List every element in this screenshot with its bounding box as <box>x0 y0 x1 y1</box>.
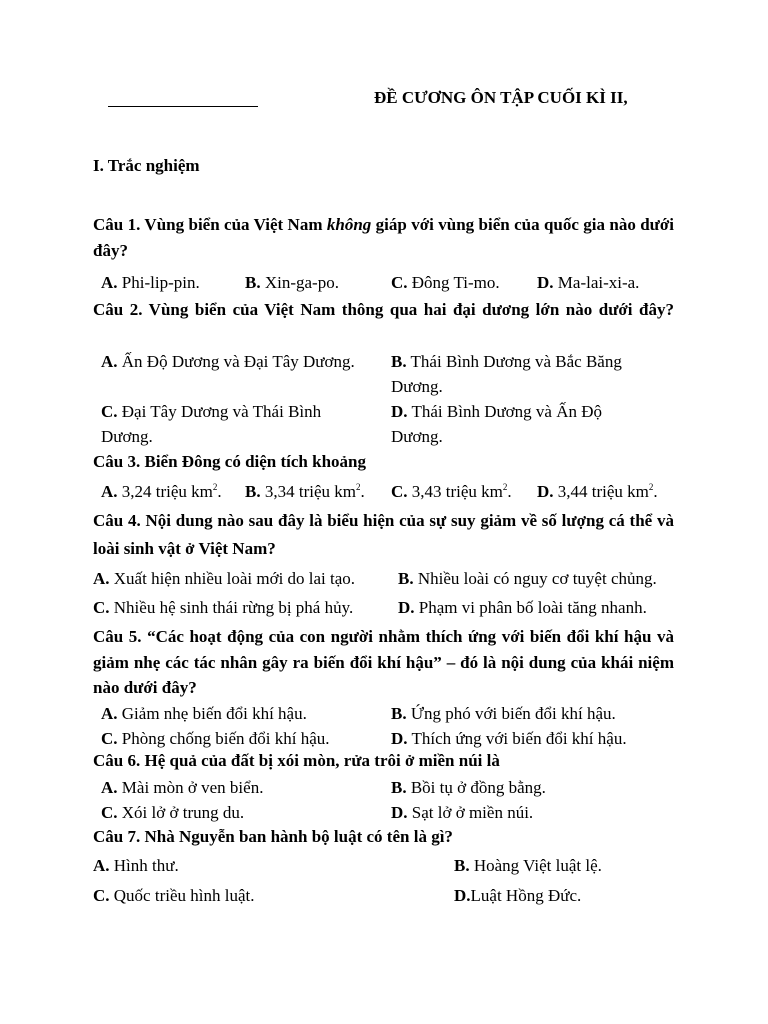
question-3-option-c: C. 3,43 triệu $km^2$. <box>391 482 512 501</box>
question-3-option-d: D. 3,44 triệu $km^2$. <box>537 482 658 501</box>
question-6-option-a: A. Mài mòn ở ven biển. <box>101 778 264 797</box>
question-2-text: Câu 2. Vùng biển của Việt Nam thông qua hai đại dương lớn nào dưới đây? <box>93 300 674 319</box>
question-1-option-d: D. Ma-lai-xi-a. <box>537 273 640 292</box>
question-7-option-d: D.Luật Hồng Đức. <box>454 886 582 905</box>
question-5-option-c: C. Phòng chống biến đổi khí hậu. <box>101 729 330 748</box>
question-6-option-c: C. Xói lở ở trung du. <box>101 803 245 822</box>
question-5-option-a: A. Giảm nhẹ biến đổi khí hậu. <box>101 704 307 723</box>
document-title: ĐỀ CƯƠNG ÔN TẬP CUỐI KÌ II, <box>374 88 628 107</box>
question-1-option-c: C. Đông Ti-mo. <box>391 273 500 292</box>
question-4-option-b: B. Nhiều loài có nguy cơ tuyệt chủng. <box>398 569 657 588</box>
question-5-option-b: B. Ứng phó với biến đổi khí hậu. <box>391 704 616 723</box>
section-heading: I. Trắc nghiệm <box>93 156 200 175</box>
question-1-text: Câu 1. Vùng biển của Việt Nam không giáp với vùng biển của quốc gia nào dưới đây? <box>93 215 674 260</box>
question-4-option-a: A. Xuất hiện nhiều loài mới do lai tạo. <box>93 569 356 588</box>
name-blank-line <box>108 106 258 107</box>
question-4-option-d: D. Phạm vi phân bố loài tăng nhanh. <box>398 598 647 617</box>
question-7-option-a: A. Hình thư. <box>93 856 179 875</box>
question-1-option-a: A. Phi-lip-pin. <box>101 273 200 292</box>
question-2-option-a: A. Ấn Độ Dương và Đại Tây Dương. <box>101 352 355 371</box>
question-7-option-b: B. Hoàng Việt luật lệ. <box>454 856 602 875</box>
question-3-text: Câu 3. Biển Đông có diện tích khoảng <box>93 452 366 471</box>
question-7-text: Câu 7. Nhà Nguyễn ban hành bộ luật có tên là gì? <box>93 827 453 846</box>
question-4-text: Câu 4. Nội dung nào sau đây là biểu hiện của sự suy giảm về số lượng cá thể và loài sinh vật ở Việt Nam? <box>93 511 674 558</box>
question-6-text: Câu 6. Hệ quả của đất bị xói mòn, rửa trôi ở miền núi là <box>93 751 500 770</box>
question-2-option-b: B. Thái Bình Dương và Bắc Băng Dương. <box>391 352 622 396</box>
question-2-option-d: D. Thái Bình Dương và Ấn Độ Dương. <box>391 402 603 446</box>
question-2-option-c: C. Đại Tây Dương và Thái Bình Dương. <box>101 402 322 446</box>
question-4-option-c: C. Nhiều hệ sinh thái rừng bị phá hủy. <box>93 598 354 617</box>
question-3-option-b: B. 3,34 triệu $km^2$. <box>245 482 365 501</box>
question-6-option-d: D. Sạt lở ở miền núi. <box>391 803 534 822</box>
question-5-option-d: D. Thích ứng với biến đổi khí hậu. <box>391 729 627 748</box>
question-3-option-a: A. 3,24 triệu $km^2$. <box>101 482 222 501</box>
question-1-option-b: B. Xin-ga-po. <box>245 273 339 292</box>
question-5-text: Câu 5. “Các hoạt động của con người nhằm thích ứng với biến đổi khí hậu và giảm nhẹ các tác nhân gây ra biến đổi khí hậu” – đó là nội dung của khái niệm nào dưới đây? <box>93 627 674 697</box>
question-7-option-c: C. Quốc triều hình luật. <box>93 886 255 905</box>
question-6-option-b: B. Bồi tụ ở đồng bằng. <box>391 778 546 797</box>
